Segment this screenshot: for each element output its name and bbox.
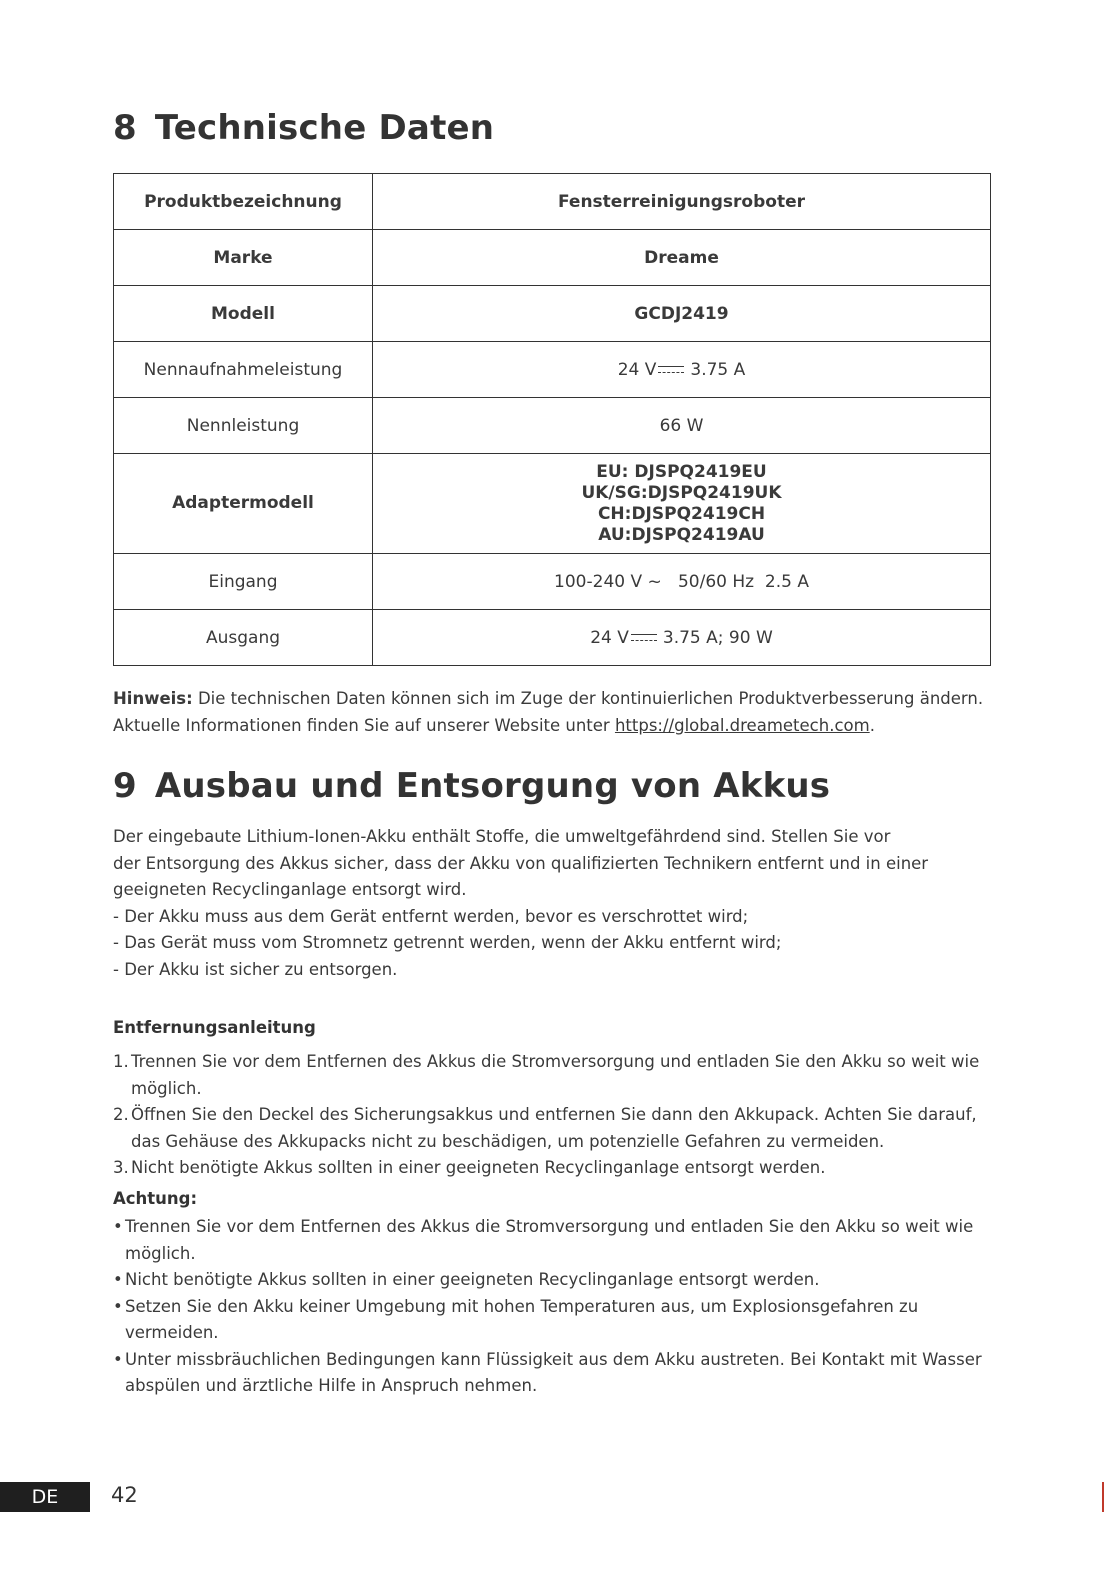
intro-line: der Entsorgung des Akkus sicher, dass der Akku von qualifizierten Technikern entfernt und in einer: [113, 853, 929, 873]
spec-value: [373, 342, 991, 398]
bullet-icon: •: [113, 1296, 123, 1316]
list-item: [113, 1155, 993, 1182]
dc-symbol-icon: [631, 634, 657, 641]
bullet-icon: •: [113, 1217, 123, 1236]
warning-text: Nicht benötigte Akkus sollten in einer geeigneten Recyclinganlage entsorgt werden.: [125, 1270, 820, 1289]
table-row: [114, 610, 991, 666]
note-text: Die technischen Daten können sich im Zuge der kontinuierlichen Produktverbesserung ändern. Aktuelle Informationen finden Sie auf unserer Website unter: [113, 689, 984, 735]
spec-label: Adaptermodell: [114, 454, 373, 554]
spec-value: 66 W: [373, 398, 991, 454]
step-text: Öffnen Sie den Deckel des Sicherungsakkus und entfernen Sie dann den Akkupack. Achten Sie darauf, das Gehäuse des Akkupacks nicht zu beschädigen, um potenzielle Gefahren zu vermeiden.: [131, 1105, 977, 1151]
step-number: 3.: [113, 1158, 129, 1177]
note-label: Hinweis:: [113, 689, 193, 708]
section-9-heading: [113, 766, 830, 806]
removal-steps: [113, 1049, 993, 1182]
battery-intro: [113, 824, 993, 983]
dc-symbol-icon: [658, 366, 684, 373]
spec-value: [373, 454, 991, 554]
warning-heading: Achtung:: [113, 1189, 198, 1208]
table-row: [114, 554, 991, 610]
spec-label: Ausgang: [114, 610, 373, 666]
bullet-icon: •: [113, 1270, 123, 1289]
table-row: [114, 454, 991, 554]
spec-value: Fensterreinigungsroboter: [373, 174, 991, 230]
spec-label: Modell: [114, 286, 373, 342]
step-number: 2.: [113, 1105, 129, 1124]
section-number: 8: [113, 108, 137, 148]
section-number: 9: [113, 766, 137, 806]
table-row: [114, 398, 991, 454]
list-item: [113, 1049, 993, 1102]
list-item: [113, 1102, 993, 1155]
adapter-model-line: EU: DJSPQ2419EU: [596, 461, 767, 482]
spec-note: [113, 686, 993, 739]
warning-text: Unter missbräuchlichen Bedingungen kann Flüssigkeit aus dem Akku austreten. Bei Kontakt mit Wasser abspülen und ärztliche Hilfe in Anspruch nehmen.: [125, 1349, 982, 1395]
current-text: 3.75 A: [690, 359, 746, 380]
intro-line: - Der Akku muss aus dem Gerät entfernt werden, bevor es verschrottet wird;: [113, 906, 749, 926]
table-row: [114, 174, 991, 230]
table-row: [114, 286, 991, 342]
spec-label: Nennaufnahmeleistung: [114, 342, 373, 398]
spec-table: [113, 173, 991, 666]
warning-list: [113, 1214, 993, 1400]
intro-line: - Das Gerät muss vom Stromnetz getrennt werden, wenn der Akku entfernt wird;: [113, 933, 782, 952]
section-title: Technische Daten: [154, 108, 495, 148]
spec-label: Nennleistung: [114, 398, 373, 454]
list-item: [113, 1294, 993, 1347]
note-end: .: [869, 715, 875, 735]
spec-value: [373, 610, 991, 666]
removal-heading: Entfernungsanleitung: [113, 1018, 316, 1037]
step-number: 1.: [113, 1052, 129, 1071]
adapter-model-line: AU:DJSPQ2419AU: [598, 524, 765, 545]
section-8-heading: [113, 108, 494, 148]
spec-value: 100-240 V ~ 50/60 Hz 2.5 A: [373, 554, 991, 610]
page-number: 42: [111, 1483, 138, 1507]
spec-value: GCDJ2419: [373, 286, 991, 342]
adapter-model-line: CH:DJSPQ2419CH: [597, 503, 766, 524]
list-item: [113, 1347, 993, 1400]
step-text: Nicht benötigte Akkus sollten in einer geeigneten Recyclinganlage entsorgt werden.: [131, 1158, 826, 1177]
table-row: [114, 342, 991, 398]
intro-line: - Der Akku ist sicher zu entsorgen.: [113, 959, 398, 979]
section-title: Ausbau und Entsorgung von Akkus: [154, 766, 831, 806]
step-text: Trennen Sie vor dem Entfernen des Akkus die Stromversorgung und entladen Sie den Akku so weit wie möglich.: [131, 1052, 980, 1098]
spec-label: Marke: [114, 230, 373, 286]
warning-text: Setzen Sie den Akku keiner Umgebung mit hohen Temperaturen aus, um Explosionsgefahren zu vermeiden.: [125, 1296, 919, 1342]
website-link[interactable]: https://global.dreametech.com: [614, 715, 870, 735]
intro-line: Der eingebaute Lithium-Ionen-Akku enthält Stoffe, die umweltgefährdend sind. Stellen Sie vor: [113, 827, 891, 846]
warning-text: Trennen Sie vor dem Entfernen des Akkus die Stromversorgung und entladen Sie den Akku so weit wie möglich.: [125, 1217, 974, 1263]
spec-value: Dreame: [373, 230, 991, 286]
bullet-icon: •: [113, 1349, 123, 1369]
voltage-text: 24 V: [590, 627, 629, 648]
list-item: [113, 1214, 993, 1267]
output-text: 3.75 A; 90 W: [662, 627, 773, 648]
adapter-model-line: UK/SG:DJSPQ2419UK: [581, 482, 782, 503]
page-edge-marker: [1102, 1482, 1104, 1512]
spec-label: Eingang: [114, 554, 373, 610]
language-tab: DE: [0, 1482, 90, 1512]
intro-line: geeigneten Recyclinganlage entsorgt wird.: [113, 880, 467, 899]
spec-label: Produktbezeichnung: [114, 174, 373, 230]
list-item: [113, 1267, 993, 1294]
table-row: [114, 230, 991, 286]
voltage-text: 24 V: [617, 359, 657, 380]
